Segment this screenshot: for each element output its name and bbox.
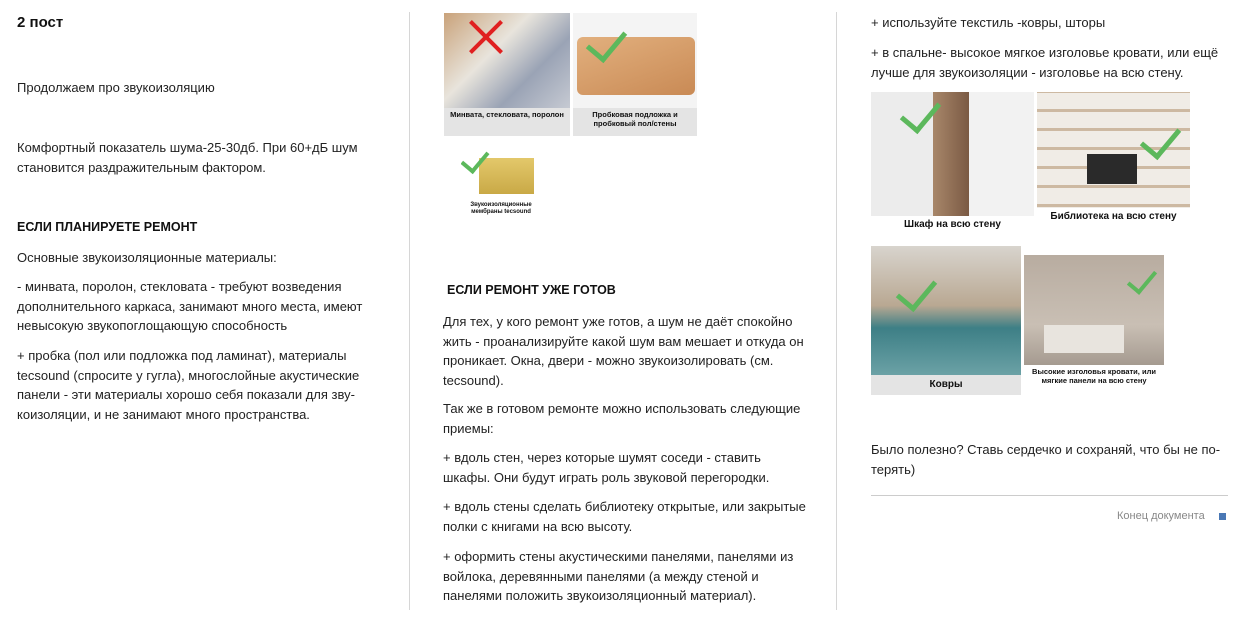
tip-bedroom: + в спальне- высокое мягкое изголовье кровати, или ещё лучше для звукоизоляции - изголовье на всю стену. [871,45,1219,80]
method-panels: + оформить стены акустическими панелями, панелями из войлока, деревянными панелями (а между стеной и панелями положить звукоизоляционный материал). [443,549,794,603]
method-library: + вдоль стены сделать библиотеку открытые, или закрытые полки с книгами на всю высоту. [443,499,806,534]
column-divider-2 [836,12,837,610]
bed [1044,325,1124,353]
membrane-swatch [479,158,534,194]
outro-text: Было полезно? Ставь сердечко и сохраняй, что бы не потерять) [871,442,1221,477]
post-title: 2 пост [17,14,64,31]
heading-renovation: ЕСЛИ ПЛАНИРУЕТЕ РЕМОНТ [17,220,198,234]
materials-intro: Основные звукоизоляционные материалы: [17,250,277,265]
image-caption: Библиотека на всю стену [1037,208,1190,242]
image-library [1037,92,1190,242]
image-tecsound [461,146,541,218]
tv-screen [1087,154,1137,184]
column-divider-1 [409,12,410,610]
check-icon [1140,117,1181,160]
tip-textile: + используйте текстиль -ковры, шторы [871,15,1106,30]
check-icon [896,269,937,312]
cross-icon [466,17,506,57]
image-caption: Ковры [871,375,1021,395]
image-caption: Пробковая подложка и пробковый пол/стены [573,108,697,136]
check-icon [1127,263,1157,295]
image-minwool [444,13,570,136]
image-carpet [871,246,1021,395]
method-wardrobes: + вдоль стен, через которые шумят соседи - ставить шкафы. Они будут играть роль звуковой перегородки. [443,450,770,485]
image-wardrobe [871,92,1034,242]
intro-text: Продолжаем про звукоизоляцию [17,80,215,95]
image-cork [573,13,697,136]
image-caption: Высокие изголовья кровати, или мягкие панели на всю стену [1024,365,1164,395]
done-methods: Так же в готовом ремонте можно использовать следующие приемы: [443,401,801,436]
image-headboard [1024,255,1164,395]
image-caption: Звукоизоляционные мембраны tecsound [470,202,532,215]
done-intro: Для тех, у кого ремонт уже готов, а шум не даёт спокойно жить - проанализируйте какой шум вам мешает и откуда он проникает. Окна, двери - можно звукоизолировать (см. tecsound). [443,314,804,388]
comfort-text: Комфортный показатель шума-25-30дб. При 60+дБ шум становится раздражительным фактором. [17,140,358,175]
end-marker-icon [1219,513,1226,520]
image-caption: Шкаф на всю стену [871,216,1034,242]
check-icon [900,92,941,134]
heading-done: ЕСЛИ РЕМОНТ УЖЕ ГОТОВ [447,283,616,297]
end-of-document-label: Конец документа [1117,510,1205,522]
materials-minus: - минвата, поролон, стекловата - требуют возведения дополнительного каркаса, занимают много места, имеют невысокую звукопоглощающую способность [17,279,363,333]
image-caption: Минвата, стекловата, поролон [444,108,570,136]
end-divider [871,495,1228,496]
materials-plus: + пробка (пол или подложка под ламинат), материалы tecsound (спросите у гугла), многослойные акустические панели - эти материалы хорошо себя показали для звукоизоляции, и не занимают много пространства. [17,348,360,422]
